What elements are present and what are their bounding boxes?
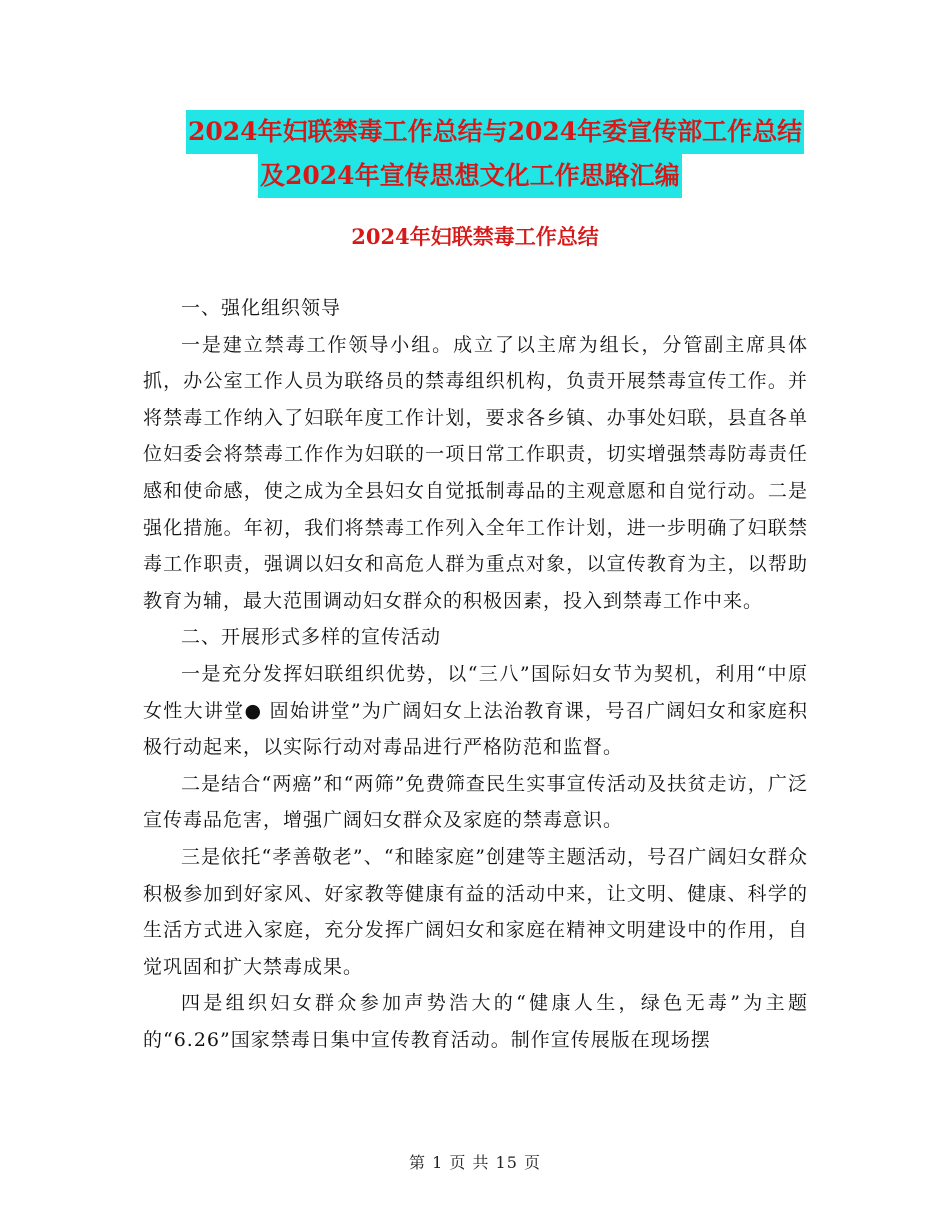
document-body (143, 290, 808, 1058)
paragraph-drug-day: 四是组织妇女群众参加声势浩大的“健康人生，绿色无毒”为主题的“6.26”国家禁毒日集中宣传教育活动。制作宣传展版在现场摆 (143, 992, 808, 1051)
section-title: 2024年妇联禁毒工作总结 (351, 224, 599, 249)
paragraph-womens-day: 一是充分发挥妇联组织优势，以“三八”国际妇女节为契机，利用“中原女性大讲堂● 固始讲堂”为广阔妇女上法治教育课，号召广阔妇女和家庭积极行动起来，以实际行动对毒品进行严格防范和监督。 (143, 662, 808, 759)
document-title-line-2: 及2024年宣传思想文化工作思路汇编 (258, 154, 682, 198)
paragraph-leadership-group: 一是建立禁毒工作领导小组。成立了以主席为组长，分管副主席具体抓，办公室工作人员为联络员的禁毒组织机构，负责开展禁毒宣传工作。并将禁毒工作纳入了妇联年度工作计划，要求各乡镇、办事处妇联，县直各单位妇委会将禁毒工作作为妇联的一项日常工作职责，切实增强禁毒防毒责任感和使命感，使之成为全县妇女自觉抵制毒品的主观意愿和自觉行动。二是强化措施。年初，我们将禁毒工作列入全年工作计划，进一步明确了妇联禁毒工作职责，强调以妇女和高危人群为重点对象，以宣传教育为主，以帮助教育为辅，最大范围调动妇女群众的积极因素，投入到禁毒工作中来。 (143, 333, 808, 612)
paragraph-family-activities: 三是依托“孝善敬老”、“和睦家庭”创建等主题活动，号召广阔妇女群众积极参加到好家风、好家教等健康有益的活动中来，让文明、健康、科学的生活方式进入家庭，充分发挥广阔妇女和家庭在精神文明建设中的作用，自觉巩固和扩大禁毒成果。 (143, 845, 808, 978)
document-title-line-1: 2024年妇联禁毒工作总结与2024年委宣传部工作总结 (186, 110, 804, 154)
page-footer: 第 1 页 共 15 页 (409, 1153, 541, 1172)
heading-publicity-activities: 二、开展形式多样的宣传活动 (181, 626, 442, 649)
paragraph-screening: 二是结合“两癌”和“两筛”免费筛查民生实事宣传活动及扶贫走访，广泛宣传毒品危害，增强广阔妇女群众及家庭的禁毒意识。 (143, 772, 808, 832)
heading-strengthen-leadership: 一、强化组织领导 (181, 297, 342, 319)
